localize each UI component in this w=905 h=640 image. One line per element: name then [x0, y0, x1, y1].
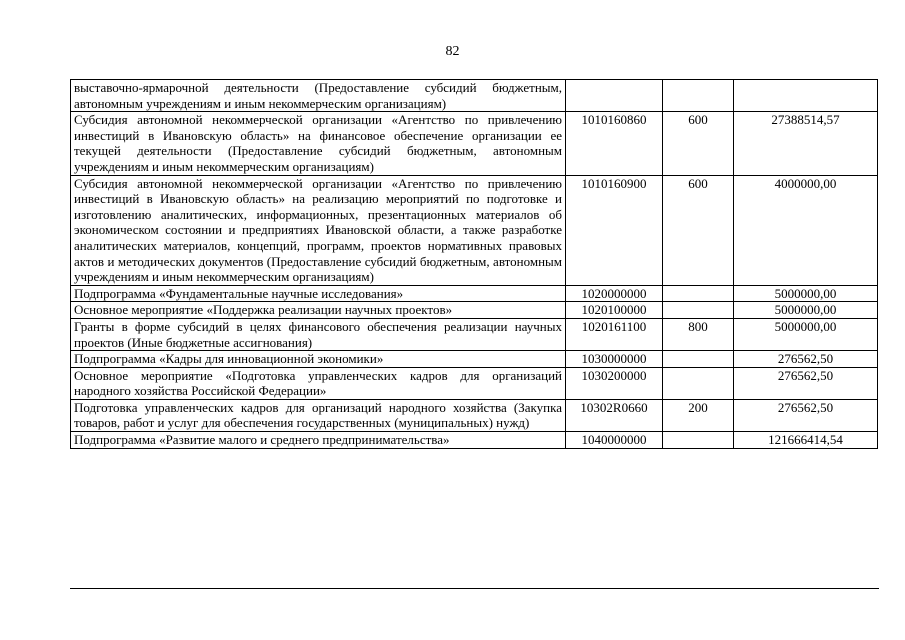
- table-bottom-border: [70, 588, 879, 589]
- page-number: 82: [445, 44, 460, 59]
- row-name-cell: Гранты в форме субсидий в целях финансового обеспечения реализации научных проектов (Иные бюджетные ассигнования): [71, 318, 566, 350]
- sum-cell: 121666414,54: [734, 432, 878, 449]
- target-article-code-cell: 1010160860: [566, 112, 663, 175]
- table-row: [71, 175, 878, 285]
- row-name-cell: Основное мероприятие «Подготовка управленческих кадров для организаций народного хозяйства Российской Федерации»: [71, 367, 566, 399]
- row-name-cell: выставочно-ярмарочной деятельности (Предоставление субсидий бюджетным, автономным учреждениям и иным некоммерческим организациям): [71, 80, 566, 112]
- expense-type-cell: [663, 351, 734, 368]
- expense-type-cell: [663, 285, 734, 302]
- expense-type-cell: 600: [663, 175, 734, 285]
- expense-type-cell: 600: [663, 112, 734, 175]
- table-row: [71, 318, 878, 350]
- table-row: [71, 432, 878, 449]
- sum-cell: 276562,50: [734, 351, 878, 368]
- table-row: [71, 285, 878, 302]
- target-article-code-cell: 1020161100: [566, 318, 663, 350]
- row-name-cell: Субсидия автономной некоммерческой организации «Агентство по привлечению инвестиций в Ивановскую область» на реализацию мероприятий по подготовке и изготовлению аналитических, информационных, презентационных материалов об экономическом состоянии и предприятиях Ивановской области, а также разработке аналитических материалов, концепций, программ, проектов нормативных правовых актов и методических документов (Предоставление субсидий бюджетным, автономным учреждениям и иным некоммерческим организациям): [71, 175, 566, 285]
- row-name-cell: Субсидия автономной некоммерческой организации «Агентство по привлечению инвестиций в Ивановскую область» на финансовое обеспечение организации ее текущей деятельности (Предоставление субсидий бюджетным, автономным учреждениям и иным некоммерческим организациям): [71, 112, 566, 175]
- target-article-code-cell: 1030200000: [566, 367, 663, 399]
- target-article-code-cell: 10302R0660: [566, 399, 663, 431]
- target-article-code-cell: 1020100000: [566, 302, 663, 319]
- table-row: [71, 399, 878, 431]
- sum-cell: 5000000,00: [734, 302, 878, 319]
- table-row: [71, 80, 878, 112]
- table-row: [71, 112, 878, 175]
- sum-cell: 276562,50: [734, 399, 878, 431]
- target-article-code-cell: 1040000000: [566, 432, 663, 449]
- sum-cell: 27388514,57: [734, 112, 878, 175]
- target-article-code-cell: 1020000000: [566, 285, 663, 302]
- table-row: [71, 351, 878, 368]
- table-row: [71, 302, 878, 319]
- row-name-cell: Подпрограмма «Фундаментальные научные исследования»: [71, 285, 566, 302]
- target-article-code-cell: [566, 80, 663, 112]
- budget-table-body: [71, 80, 878, 449]
- expense-type-cell: [663, 432, 734, 449]
- sum-cell: [734, 80, 878, 112]
- sum-cell: 4000000,00: [734, 175, 878, 285]
- target-article-code-cell: 1030000000: [566, 351, 663, 368]
- table-row: [71, 367, 878, 399]
- expense-type-cell: [663, 302, 734, 319]
- expense-type-cell: 200: [663, 399, 734, 431]
- sum-cell: 5000000,00: [734, 285, 878, 302]
- row-name-cell: Основное мероприятие «Поддержка реализации научных проектов»: [71, 302, 566, 319]
- sum-cell: 5000000,00: [734, 318, 878, 350]
- expense-type-cell: [663, 80, 734, 112]
- budget-table: [70, 79, 878, 449]
- target-article-code-cell: 1010160900: [566, 175, 663, 285]
- row-name-cell: Подпрограмма «Кадры для инновационной экономики»: [71, 351, 566, 368]
- expense-type-cell: [663, 367, 734, 399]
- expense-type-cell: 800: [663, 318, 734, 350]
- sum-cell: 276562,50: [734, 367, 878, 399]
- row-name-cell: Подпрограмма «Развитие малого и среднего предпринимательства»: [71, 432, 566, 449]
- row-name-cell: Подготовка управленческих кадров для организаций народного хозяйства (Закупка товаров, работ и услуг для обеспечения государственных (муниципальных) нужд): [71, 399, 566, 431]
